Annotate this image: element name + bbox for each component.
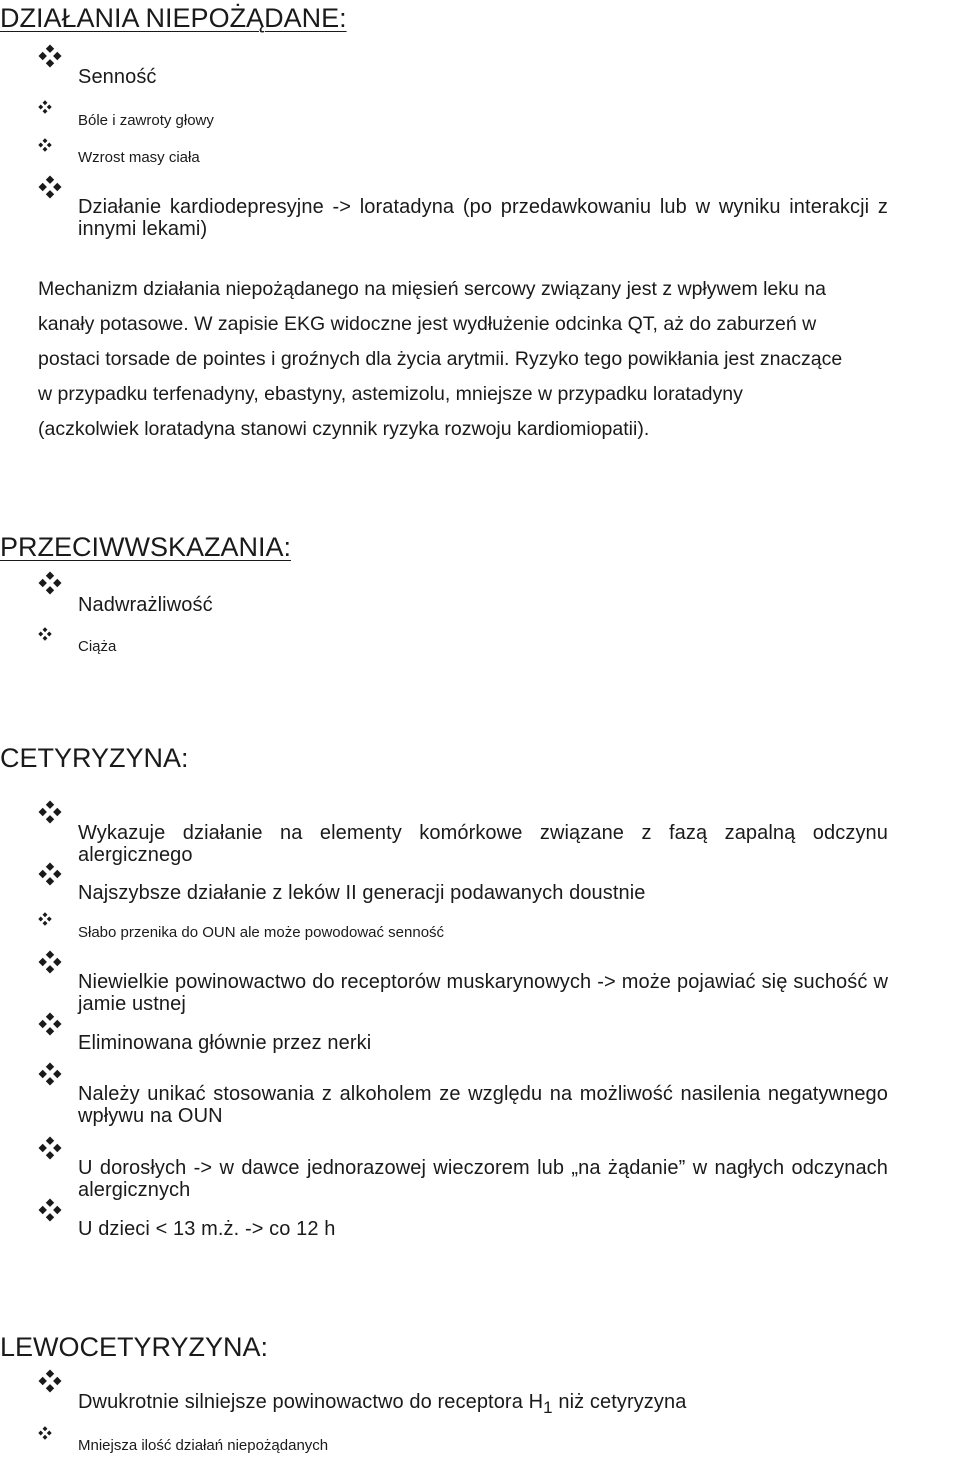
diamond-bullet-icon [38, 1012, 62, 1036]
paragraph-line: w przypadku terfenadyny, ebastyny, astemizolu, mniejsze w przypadku loratadyny [38, 383, 743, 405]
list-item: Ciąża [78, 638, 117, 655]
paragraph-line: kanały potasowe. W zapisie EKG widoczne jest wydłużenie odcinka QT, aż do zaburzeń w [38, 313, 817, 335]
list-item: Eliminowana głównie przez nerki [78, 1032, 372, 1054]
diamond-bullet-icon [38, 100, 52, 114]
item-text: niż cetyryzyna [552, 1391, 687, 1413]
diamond-bullet-icon [38, 44, 62, 68]
list-item: Działanie kardiodepresyjne -> loratadyna (po przedawkowaniu lub w wyniku interakcji z innymi lekami) [78, 196, 888, 240]
diamond-bullet-icon [38, 950, 62, 974]
list-item: Nadwrażliwość [78, 594, 213, 616]
list-item: Najszybsze działanie z leków II generacji podawanych doustnie [78, 882, 646, 904]
list-item: U dorosłych -> w dawce jednorazowej wieczorem lub „na żądanie” w nagłych odczynach alergicznych [78, 1157, 888, 1201]
list-item: Mniejsza ilość działań niepożądanych [78, 1437, 329, 1454]
item-text: Dwukrotnie silniejsze powinowactwo do receptora H [78, 1391, 544, 1413]
list-item: Wzrost masy ciała [78, 149, 200, 166]
diamond-bullet-icon [38, 571, 62, 595]
paragraph-line: postaci torsade de pointes i groźnych dla życia arytmii. Ryzyko tego powikłania jest znaczące [38, 348, 843, 370]
list-item: Słabo przenika do OUN ale może powodować senność [78, 924, 445, 941]
diamond-bullet-icon [38, 1369, 62, 1393]
diamond-bullet-icon [38, 627, 52, 641]
heading-levocetirizine: LEWOCETYRYZYNA: [0, 1332, 269, 1362]
diamond-bullet-icon [38, 1062, 62, 1086]
paragraph-line: (aczkolwiek loratadyna stanowi czynnik ryzyka rozwoju kardiomiopatii). [38, 418, 650, 440]
heading-adverse-effects: DZIAŁANIA NIEPOŻĄDANE: [0, 3, 347, 33]
diamond-bullet-icon [38, 800, 62, 824]
heading-cetirizine: CETYRYZYNA: [0, 743, 189, 773]
list-item: Wykazuje działanie na elementy komórkowe związane z fazą zapalną odczynu alergicznego [78, 822, 888, 866]
list-item: Niewielkie powinowactwo do receptorów muskarynowych -> może pojawiać się suchość w jamie ustnej [78, 971, 888, 1015]
list-item: Senność [78, 66, 157, 88]
list-item: Bóle i zawroty głowy [78, 112, 214, 129]
subscript: 1 [543, 1398, 553, 1417]
list-item: Należy unikać stosowania z alkoholem ze względu na możliwość nasilenia negatywnego wpływu na OUN [78, 1083, 888, 1127]
diamond-bullet-icon [38, 175, 62, 199]
mechanism-paragraph [38, 272, 928, 447]
diamond-bullet-icon [38, 1136, 62, 1160]
diamond-bullet-icon [38, 862, 62, 886]
list-item: U dzieci < 13 m.ż. -> co 12 h [78, 1218, 336, 1240]
diamond-bullet-icon [38, 1426, 52, 1440]
paragraph-line: Mechanizm działania niepożądanego na mięsień sercowy związany jest z wpływem leku na [38, 278, 826, 300]
diamond-bullet-icon [38, 1198, 62, 1222]
list-item [78, 1391, 888, 1417]
heading-contraindications: PRZECIWWSKAZANIA: [0, 532, 292, 562]
diamond-bullet-icon [38, 138, 52, 152]
diamond-bullet-icon [38, 912, 52, 926]
